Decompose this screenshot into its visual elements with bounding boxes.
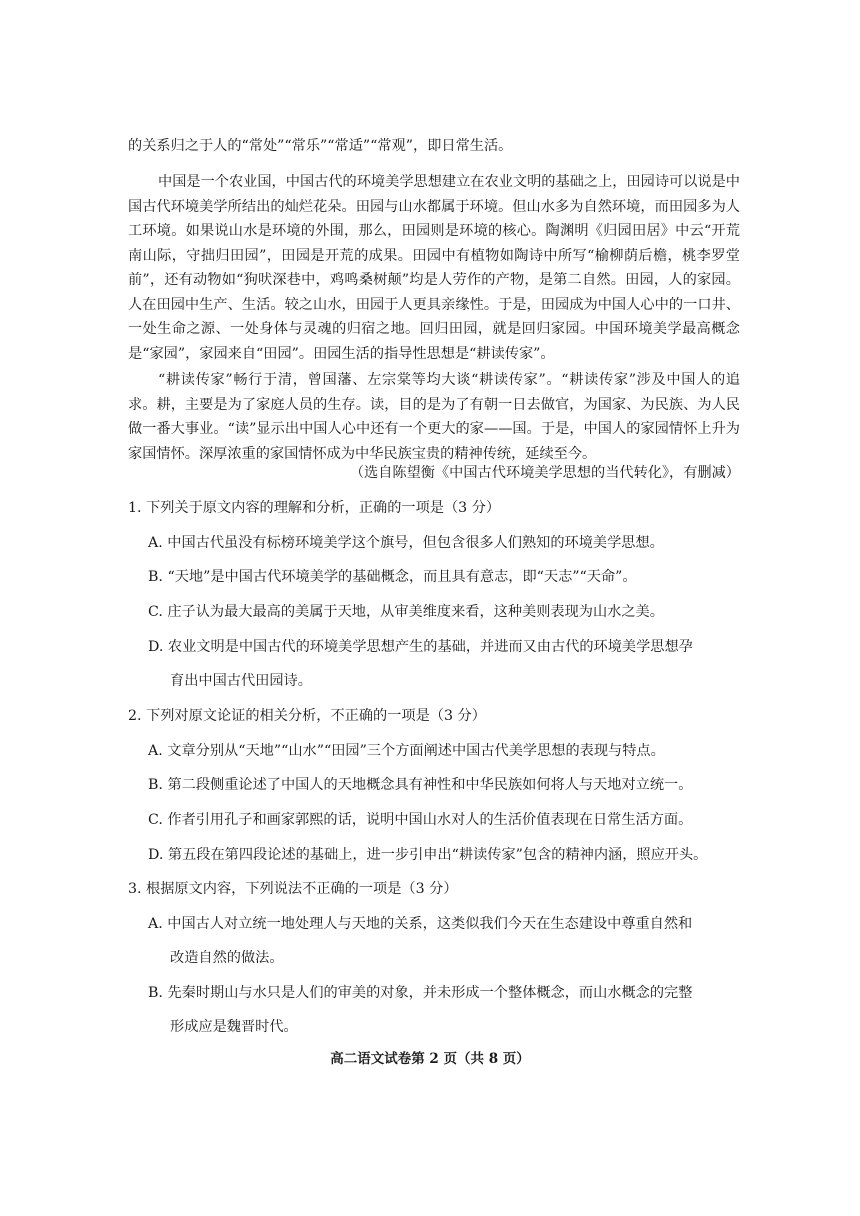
question-3-option-a-continued: 改造自然的做法。 bbox=[170, 950, 284, 966]
question-3-stem: 3. 根据原文内容，下列说法不正确的一项是（3 分） bbox=[128, 881, 458, 897]
question-2-stem: 2. 下列对原文论证的相关分析，不正确的一项是（3 分） bbox=[128, 708, 486, 724]
question-2-option-c: C. 作者引用孔子和画家郭熙的话，说明中国山水对人的生活价值表现在日常生活方面。 bbox=[148, 812, 693, 828]
question-1-option-d-continued: 育出中国古代田园诗。 bbox=[170, 673, 312, 689]
passage-paragraph-3: “耕读传家”畅行于清，曾国藩、左宗棠等均大谈“耕读传家”。“耕读传家”涉及中国人的追求。耕，主要是为了家庭人员的生存。读，目的是为了有朝一日去做官，为国家、为民族、为人民做一番大事业。“读”显示出中国人心中还有一个更大的家——国。于是，中国人的家园情怀上升为家国情怀。深厚浓重的家国情怀成为中华民族宝贵的精神传统，延续至今。 bbox=[128, 372, 740, 462]
question-1-option-a: A. 中国古代虽没有标榜环境美学这个旗号，但包含很多人们熟知的环境美学思想。 bbox=[148, 535, 664, 551]
passage-paragraph-1: 的关系归之于人的“常处”“常乐”“常适”“常观”，即日常生活。 bbox=[128, 138, 513, 154]
question-3-option-a: A. 中国古人对立统一地处理人与天地的关系，这类似我们今天在生态建设中尊重自然和 bbox=[148, 916, 693, 932]
question-3-option-b-continued: 形成应是魏晋时代。 bbox=[170, 1019, 298, 1035]
question-1-option-c: C. 庄子认为最大最高的美属于天地，从审美维度来看，这种美则表现为山水之美。 bbox=[148, 604, 664, 620]
question-1-stem: 1. 下列关于原文内容的理解和分析，正确的一项是（3 分） bbox=[128, 500, 501, 516]
question-2-option-a: A. 文章分别从“天地”“山水”“田园”三个方面阐述中国古代美学思想的表现与特点。 bbox=[148, 743, 665, 759]
question-2-option-b: B. 第二段侧重论述了中国人的天地概念具有神性和中华民族如何将人与天地对立统一。 bbox=[148, 777, 693, 793]
passage-paragraph-2: 中国是一个农业国，中国古代的环境美学思想建立在农业文明的基础之上，田园诗可以说是中国古代环境美学所结出的灿烂花朵。田园与山水都属于环境。但山水多为自然环境，而田园多为人工环境。如果说山水是环境的外围，那么，田园则是环境的核心。陶渊明《归园田居》中云“开荒南山际，守拙归田园”，田园是开荒的成果。田园中有植物如陶诗中所写“榆柳荫后檐，桃李罗堂前”，还有动物如“狗吠深巷中，鸡鸣桑树颠”均是人劳作的产物，是第二自然。田园，人的家园。人在田园中生产、生活。较之山水，田园于人更具亲缘性。于是，田园成为中国人心中的一口井、一处生命之源、一处身体与灵魂的归宿之地。回归田园，就是回归家园。中国环境美学最高概念是“家园”，家园来自“田园”。田园生活的指导性思想是“耕读传家”。 bbox=[128, 174, 740, 362]
question-1-option-d: D. 农业文明是中国古代的环境美学思想产生的基础，并进而又由古代的环境美学思想孕 bbox=[148, 639, 693, 655]
question-1-option-b: B. “天地”是中国古代环境美学的基础概念，而且具有意志，即“天志”“天命”。 bbox=[148, 569, 637, 585]
question-2-option-d: D. 第五段在第四段论述的基础上，进一步引申出“耕读传家”包含的精神内涵，照应开头。 bbox=[148, 847, 708, 863]
page-footer: 高二语文试卷第 2 页（共 8 页） bbox=[330, 1051, 530, 1067]
question-3-option-b: B. 先秦时期山与水只是人们的审美的对象，并未形成一个整体概念，而山水概念的完整 bbox=[148, 985, 693, 1001]
passage-source: （选自陈望衡《中国古代环境美学思想的当代转化》，有删减） bbox=[349, 465, 740, 481]
